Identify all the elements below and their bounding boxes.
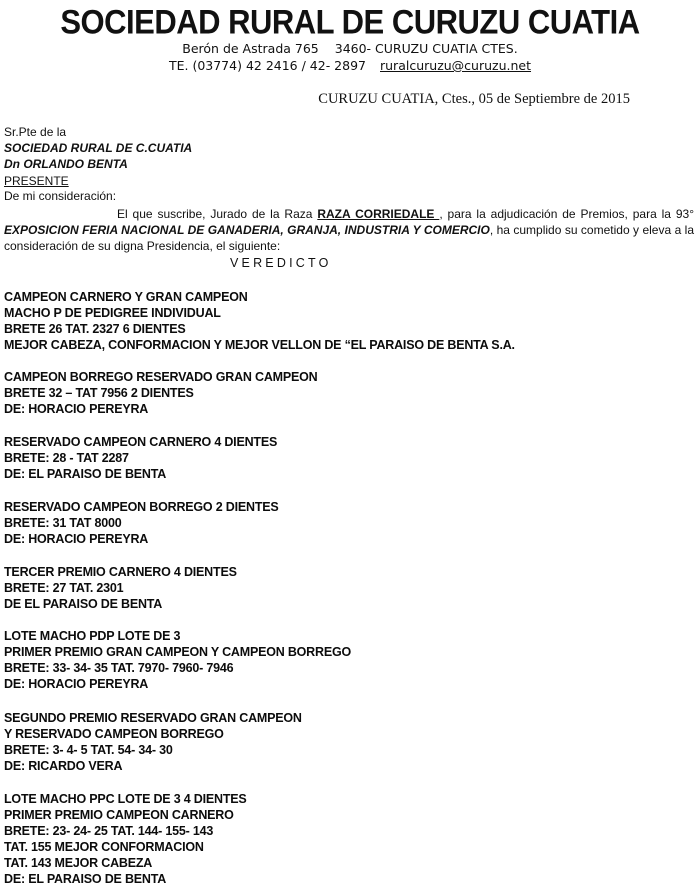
recipient-name: Dn ORLANDO BENTA (4, 157, 128, 171)
award-line: DE: EL PARAISO DE BENTA (4, 872, 167, 886)
recipient-salutation: Sr.Pte de la (4, 125, 67, 139)
award-line: LOTE MACHO PPC LOTE DE 3 4 DIENTES (4, 792, 247, 806)
award-line: BRETE: 28 - TAT 2287 (4, 451, 129, 465)
award-block (4, 710, 302, 774)
email-link[interactable]: ruralcuruzu@curuzu.net (380, 58, 532, 73)
body-paragraph (4, 206, 694, 254)
award-line: BRETE 26 TAT. 2327 6 DIENTES (4, 322, 186, 336)
award-line: RESERVADO CAMPEON BORREGO 2 DIENTES (4, 500, 279, 514)
recipient-presente: PRESENTE (4, 174, 69, 188)
city-address: 3460- CURUZU CUATIA CTES. (334, 41, 518, 56)
body-part2: , para la adjudicación de Premios, para la 93° (439, 207, 694, 221)
award-block (4, 628, 351, 692)
award-line: RESERVADO CAMPEON CARNERO 4 DIENTES (4, 435, 278, 449)
date-line: CURUZU CUATIA, Ctes., 05 de Septiembre de 2015 (318, 91, 630, 107)
award-line: PRIMER PREMIO GRAN CAMPEON Y CAMPEON BORREGO (4, 645, 352, 659)
award-block (4, 499, 279, 547)
award-line: BRETE: 31 TAT 8000 (4, 516, 122, 530)
award-line: DE EL PARAISO DE BENTA (4, 597, 163, 611)
award-block (4, 564, 237, 612)
award-block (4, 791, 247, 887)
award-line: PRIMER PREMIO CAMPEON CARNERO (4, 808, 234, 822)
award-line: DE: HORACIO PEREYRA (4, 532, 149, 546)
award-block (4, 434, 277, 482)
award-line: MACHO P DE PEDIGREE INDIVIDUAL (4, 306, 221, 320)
award-line: BRETE: 27 TAT. 2301 (4, 581, 124, 595)
award-line: SEGUNDO PREMIO RESERVADO GRAN CAMPEON (4, 711, 302, 725)
award-line: BRETE: 3- 4- 5 TAT. 54- 34- 30 (4, 743, 173, 757)
award-line: DE: HORACIO PEREYRA (4, 677, 149, 691)
award-line: DE: RICARDO VERA (4, 759, 123, 773)
letterhead-title: SOCIEDAD RURAL DE CURUZU CUATIA (60, 2, 640, 42)
veredicto-heading: VEREDICTO (230, 256, 332, 270)
award-block (4, 289, 515, 353)
award-line: BRETE: 23- 24- 25 TAT. 144- 155- 143 (4, 824, 214, 838)
phone-numbers: TE. (03774) 42 2416 / 42- 2897 (168, 58, 366, 73)
letterhead-contact (0, 58, 700, 73)
recipient-organization: SOCIEDAD RURAL DE C.CUATIA (4, 141, 193, 155)
award-line: BRETE 32 – TAT 7956 2 DIENTES (4, 386, 194, 400)
award-line: DE: EL PARAISO DE BENTA (4, 467, 167, 481)
award-line: MEJOR CABEZA, CONFORMACION Y MEJOR VELLON DE “EL PARAISO DE BENTA S.A. (4, 338, 515, 352)
breed-name: RAZA CORRIEDALE (317, 207, 440, 221)
award-block (4, 369, 318, 417)
award-line: TERCER PREMIO CARNERO 4 DIENTES (4, 565, 237, 579)
greeting: De mi consideración: (4, 189, 117, 203)
body-part1: El que suscribe, Jurado de la Raza (117, 207, 318, 221)
award-line: TAT. 155 MEJOR CONFORMACION (4, 840, 204, 854)
exhibition-name: EXPOSICION FERIA NACIONAL DE GANADERIA, GRANJA, INDUSTRIA Y COMERCIO (4, 223, 490, 237)
street-address: Berón de Astrada 765 (182, 41, 319, 56)
award-line: CAMPEON BORREGO RESERVADO GRAN CAMPEON (4, 370, 318, 384)
award-line: LOTE MACHO PDP LOTE DE 3 (4, 629, 181, 643)
award-line: DE: HORACIO PEREYRA (4, 402, 149, 416)
award-line: BRETE: 33- 34- 35 TAT. 7970- 7960- 7946 (4, 661, 234, 675)
award-line: CAMPEON CARNERO Y GRAN CAMPEON (4, 290, 248, 304)
letterhead-address (0, 41, 700, 56)
award-line: TAT. 143 MEJOR CABEZA (4, 856, 153, 870)
body-part3: , ha cumplido su cometido y eleva a la consideración de su digna Presidencia, el siguiente: (4, 223, 694, 253)
award-line: Y RESERVADO CAMPEON BORREGO (4, 727, 224, 741)
